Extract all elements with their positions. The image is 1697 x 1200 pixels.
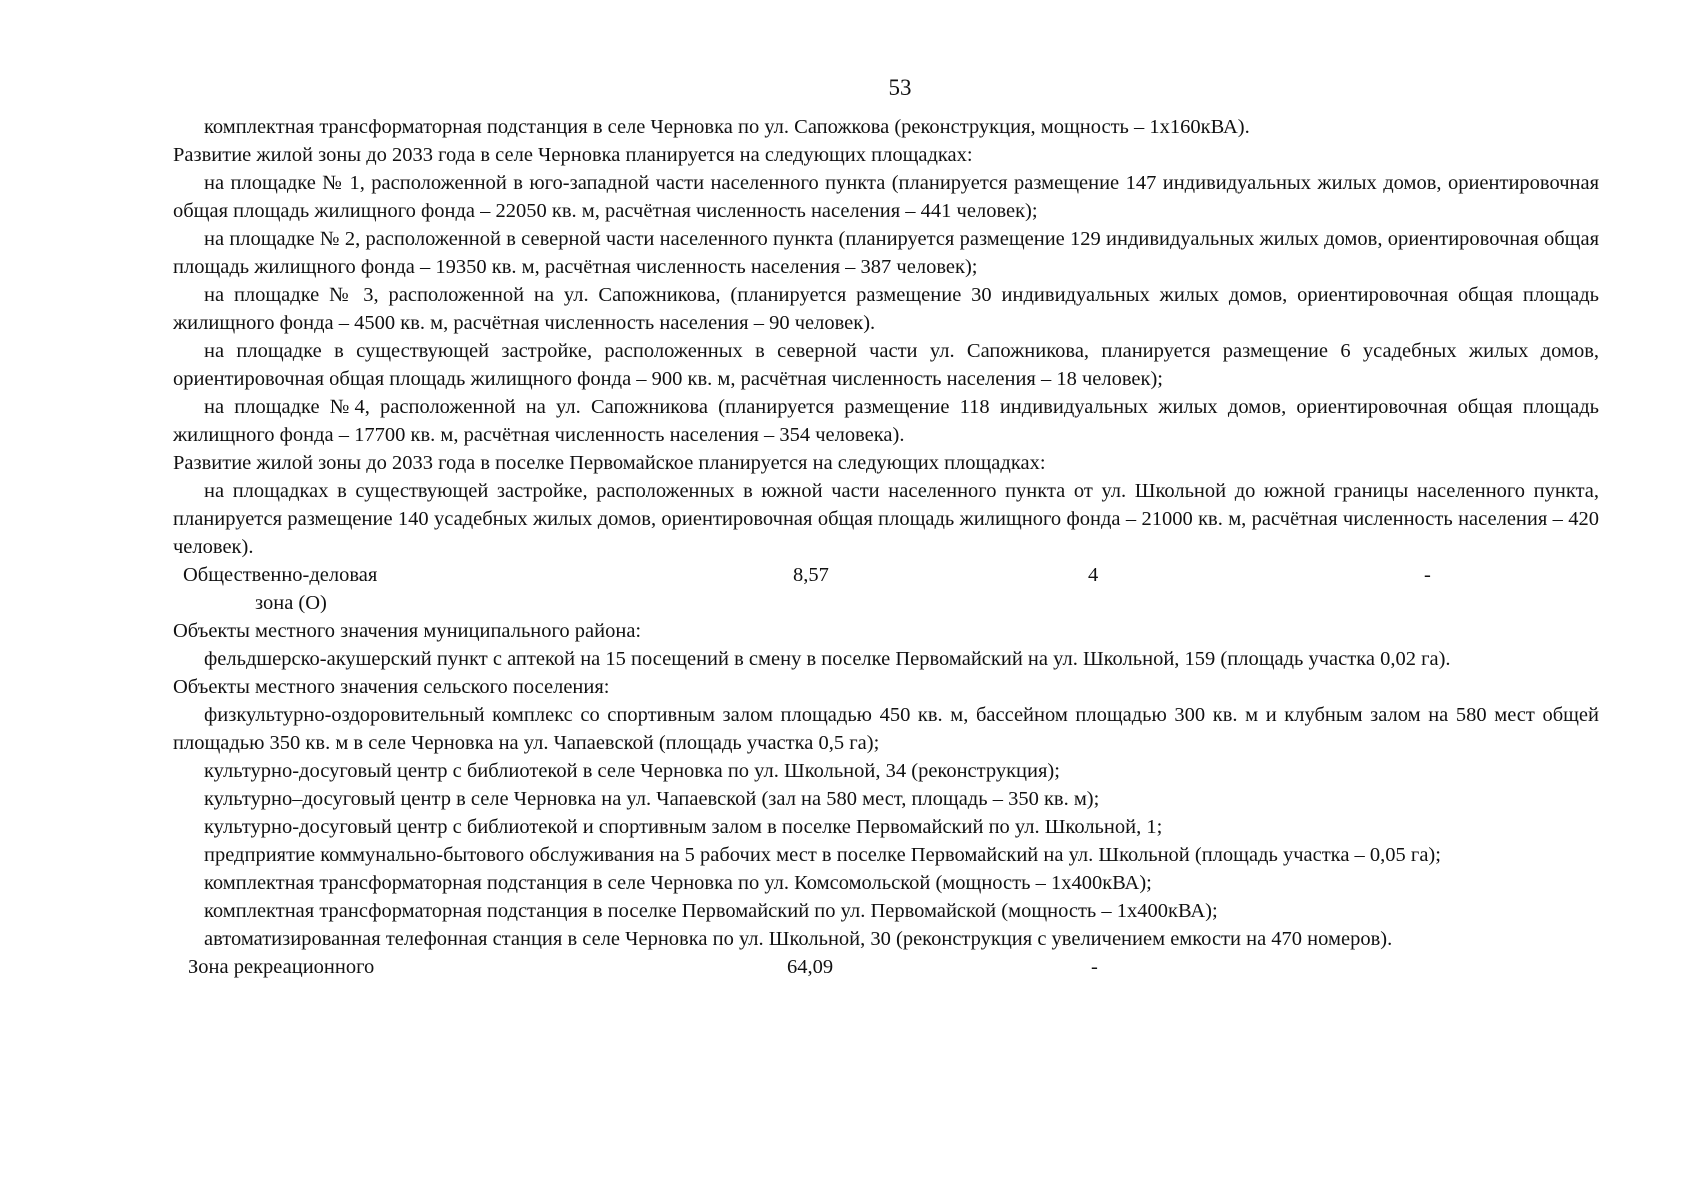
zone-name-cell: Общественно-деловая [183,564,378,586]
section-heading: Развитие жилой зоны до 2033 года в селе Черновка планируется на следующих площадках: [173,144,973,166]
zone-table-row [173,561,1599,589]
zone-name-cell-line2: зона (О) [255,592,327,614]
section-heading: Развитие жилой зоны до 2033 года в поселке Первомайское планируется на следующих площадках: [173,452,1046,474]
paragraph: на площадках в существующей застройке, расположенных в южной части населенного пункта от ул. Школьной до южной границы населенного пункта, планируется размещение 140 усадебных жилых домов, ориентировочная общая площадь жилищного фонда – 21000 кв. м, расчётная численность населения – 420 человек). [173,480,1599,558]
paragraph: предприятие коммунально-бытового обслуживания на 5 рабочих мест в поселке Первомайский на ул. Школьной (площадь участка – 0,05 га); [204,844,1441,866]
paragraph: комплектная трансформаторная подстанция в поселке Первомайский по ул. Первомайской (мощность – 1х400кВА); [204,900,1218,922]
zone-area-cell: 64,09 [787,956,834,978]
section-heading: Объекты местного значения муниципального района: [173,620,642,642]
zone-table-row-continuation [173,589,1599,617]
paragraph: на площадке № 3, расположенной на ул. Сапожникова, (планируется размещение 30 индивидуальных жилых домов, ориентировочная общая площадь жилищного фонда – 4500 кв. м, расчётная численность населения – 90 человек). [173,284,1599,334]
paragraph: на площадке № 1, расположенной в юго-западной части населенного пункта (планируется размещение 147 индивидуальных жилых домов, ориентировочная общая площадь жилищного фонда – 22050 кв. м, расчётная численность населения – 441 человек); [173,172,1599,222]
paragraph: физкультурно-оздоровительный комплекс со спортивным залом площадью 450 кв. м, бассейном площадью 300 кв. м и клубным залом на 580 мест общей площадью 350 кв. м в селе Черновка на ул. Чапаевской (площадь участка 0,5 га); [173,704,1599,754]
zone-name-cell: Зона рекреационного [188,956,375,978]
section-heading: Объекты местного значения сельского поселения: [173,676,610,698]
paragraph: фельдшерско-акушерский пункт с аптекой на 15 посещений в смену в поселке Первомайский на ул. Школьной, 159 (площадь участка 0,02 га). [204,648,1451,670]
zone-area-cell: 8,57 [793,564,829,586]
zone-value-cell: 4 [1088,564,1099,586]
paragraph: культурно–досуговый центр в селе Черновка на ул. Чапаевской (зал на 580 мест, площадь – 350 кв. м); [204,788,1100,810]
zone-value-cell: - [1091,956,1098,978]
paragraph: на площадке № 2, расположенной в северной части населенного пункта (планируется размещение 129 индивидуальных жилых домов, ориентировочная общая площадь жилищного фонда – 19350 кв. м, расчётная численность населения – 387 человек); [173,228,1599,278]
paragraph: культурно-досуговый центр с библиотекой и спортивным залом в поселке Первомайский по ул. Школьной, 1; [204,816,1163,838]
paragraph: комплектная трансформаторная подстанция в селе Черновка по ул. Сапожкова (реконструкция, мощность – 1х160кВА). [204,116,1250,138]
page-number: 53 [888,75,912,100]
paragraph: комплектная трансформаторная подстанция в селе Черновка по ул. Комсомольской (мощность – 1х400кВА); [204,872,1152,894]
document-body [173,113,1599,981]
paragraph: автоматизированная телефонная станция в селе Черновка по ул. Школьной, 30 (реконструкция с увеличением емкости на 470 номеров). [204,928,1393,950]
zone-table-row [173,953,1599,981]
paragraph: на площадке №4, расположенной на ул. Сапожникова (планируется размещение 118 индивидуальных жилых домов, ориентировочная общая площадь жилищного фонда – 17700 кв. м, расчётная численность населения – 354 человека). [173,396,1599,446]
zone-extra-cell: - [1424,564,1431,586]
paragraph: культурно-досуговый центр с библиотекой в селе Черновка по ул. Школьной, 34 (реконструкция); [204,760,1060,782]
paragraph: на площадке в существующей застройке, расположенных в северной части ул. Сапожникова, планируется размещение 6 усадебных жилых домов, ориентировочная общая площадь жилищного фонда – 900 кв. м, расчётная численность населения – 18 человек); [173,340,1599,390]
